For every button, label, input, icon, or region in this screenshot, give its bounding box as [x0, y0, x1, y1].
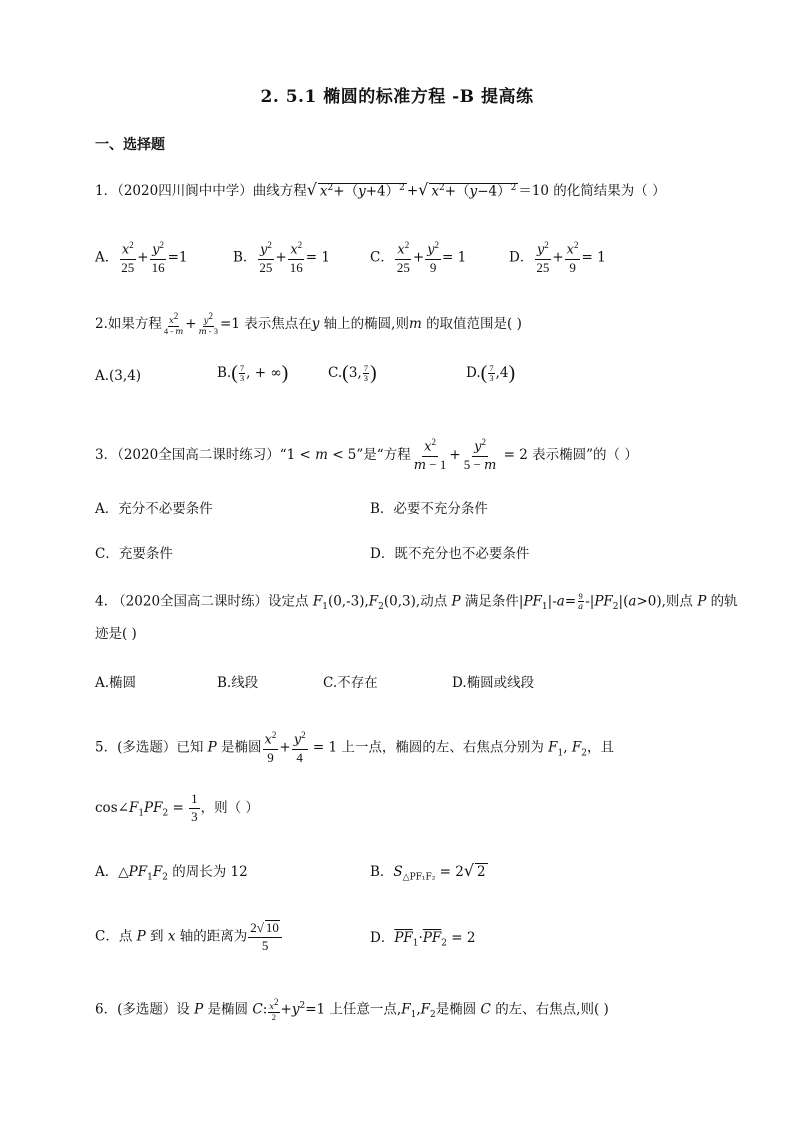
q5-option-c[interactable]: C．点 P 到 x 轴的距离为 $\frac{2√ 10}{5}$ — [95, 920, 283, 954]
q3-option-b[interactable]: B．必要不充分条件 — [370, 501, 488, 517]
page-title: 2. 5.1 椭圆的标准方程 -B 提高练 — [260, 87, 534, 107]
q2-option-b[interactable]: B.( $\frac{7}{3}$ , + ∞) — [217, 362, 289, 384]
q3-option-d[interactable]: D．既不充分也不必要条件 — [370, 546, 530, 562]
q2-option-c[interactable]: C.(3, $\frac{7}{3}$ ) — [328, 362, 377, 384]
q1-option-d[interactable]: D． $\frac{y^2}{25}$ + $\frac{x^2}{9}$ = 1 — [509, 240, 606, 276]
q4-option-c[interactable]: C.不存在 — [323, 675, 378, 691]
question-1: 1．（2020四川阆中中学）曲线方程√ $x^2+(y+4)^2$ +√ $x^2+(y-4)^2 =10$ 的化简结果为（ ） — [95, 180, 666, 199]
q4-option-a[interactable]: A.椭圆 — [95, 675, 137, 691]
q2-option-d[interactable]: D.( $\frac{7}{3}$ ,4) — [466, 362, 516, 384]
question-2: 2.如果方程 $\frac{x^2}{4 - m}$ + $\frac{y^2}{m - 3}$ =1 表示焦点在y 轴上的椭圆,则m 的取值范围是( ) — [95, 311, 522, 337]
q5-option-a[interactable]: A．$\triangle PF_1F_2$ 的周长为 12 — [95, 864, 248, 883]
question-6: 6．(多选题）设 P 是椭圆 C: $\frac{x^2}{2}$ $+y^2=1$ 上任意一点$,F_1,F_2$是椭圆 C 的左、右焦点,则( ) — [95, 997, 609, 1022]
question-4: 4. （2020全国高二课时练）设定点 $F_1(0,-3),F_2(0,3)$,动点 P 满足条件$|PF_1|-a=$ $\frac{9}{a}$ $-|PF_2|(a>0)$,则点 P 的轨 — [95, 591, 738, 613]
question-5-cont: $\cos\angle F_1PF_2$ = $\frac{1}{3}$ ，则（ ） — [95, 791, 259, 824]
q1-option-c[interactable]: C． $\frac{x^2}{25}$ + $\frac{y^2}{9}$ = 1 — [370, 240, 467, 276]
q4-option-d[interactable]: D.椭圆或线段 — [452, 675, 535, 691]
section-heading: 一、选择题 — [95, 137, 165, 153]
q5-option-b[interactable]: B．$S_{\triangle PF_1F_2} = 2√$ 2 — [370, 861, 486, 883]
q3-option-c[interactable]: C．充要条件 — [95, 546, 173, 562]
q4-option-b[interactable]: B.线段 — [217, 675, 259, 691]
question-4-cont: 迹是( ) — [95, 626, 137, 642]
q3-option-a[interactable]: A．充分不必要条件 — [95, 501, 213, 517]
q5-option-d[interactable]: D．$\overline{PF}_1\cdot\overline{PF}_2 = 2$ — [370, 930, 476, 949]
question-5: 5．(多选题）已知 P 是椭圆 $\frac{x^2}{9}$ + $\frac{y^2}{4}$ = 1 上一点，椭圆的左、右焦点分别为 $F_1$, $F_2$，且 — [95, 730, 614, 766]
question-3: 3．（2020全国高二课时练习）“1 < m < 5”是“方程 $\frac{x^2}{m - 1}$ + $\frac{y^2}{5 - m}$ = 2 表示椭圆”的（ ） — [95, 437, 638, 474]
q1-option-a[interactable]: A． $\frac{x^2}{25}$ + $\frac{y^2}{16}$ =1 — [95, 240, 188, 276]
q2-option-a[interactable]: A.(3,4) — [95, 368, 142, 384]
q1-option-b[interactable]: B． $\frac{y^2}{25}$ + $\frac{x^2}{16}$ = 1 — [233, 240, 330, 276]
